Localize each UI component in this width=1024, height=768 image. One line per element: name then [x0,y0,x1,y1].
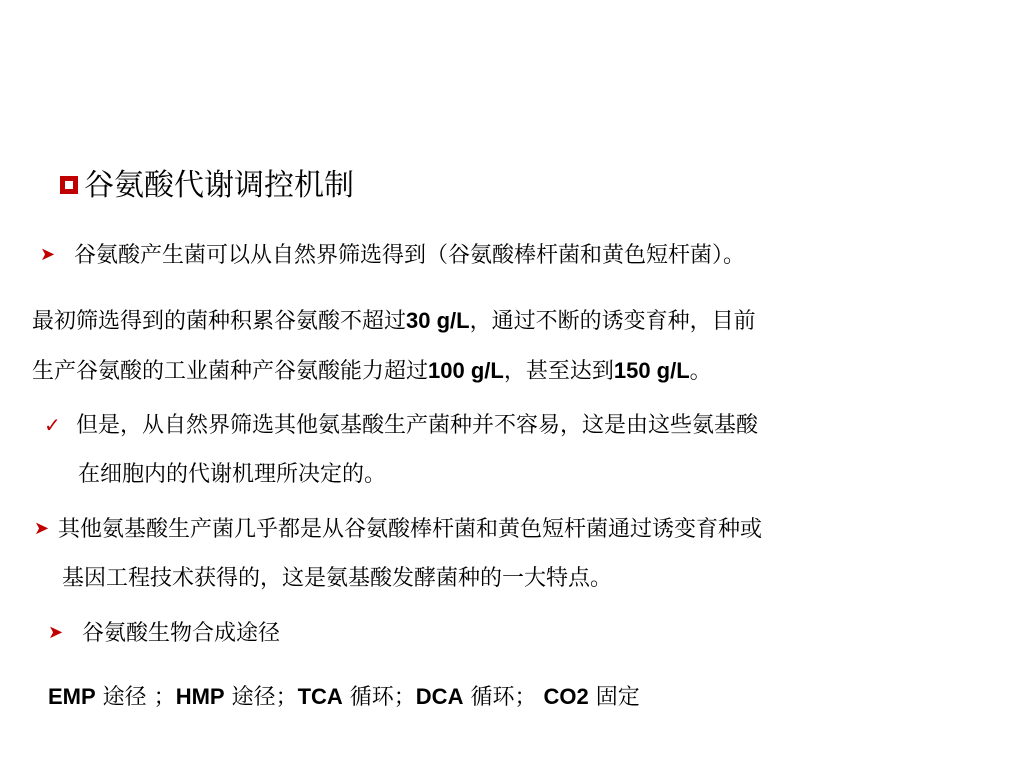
bullet-item-1-text: 谷氨酸产生菌可以从自然界筛选得到（谷氨酸棒杆菌和黄色短杆菌）。 [74,243,746,268]
slide-title-text: 谷氨酸代谢调控机制 [84,168,354,203]
paragraph-text: 。 [689,359,712,384]
value-100gl: 100 g/L [428,358,504,383]
paragraph-text: 最初筛选得到的菌种积累谷氨酸不超过 [32,309,407,334]
pathway-co2: CO2 [543,684,589,709]
slide-title [60,164,354,208]
bullet-item-2-text: 基因工程技术获得的，这是氨基酸发酵菌种的一大特点。 [62,566,613,591]
pathway-tca: TCA [297,684,343,709]
pathway-emp: EMP [48,684,96,709]
pathway-text: 循环； [342,685,416,710]
arrowhead-icon: ➤ [34,518,50,539]
value-150gl: 150 g/L [613,358,690,383]
hollow-square-icon [60,176,78,194]
check-item-text: 在细胞内的代谢机理所决定的。 [78,462,387,487]
paragraph-line-1 [32,306,756,337]
pathway-text: 循环； [463,685,544,710]
bullet-item-2-line-2 [62,564,612,594]
bullet-item-3 [48,618,280,649]
arrowhead-icon: ➤ [40,244,56,265]
bullet-item-2-text: 其他氨基酸生产菌几乎都是从谷氨酸棒杆菌和黄色短杆菌通过诱变育种或 [58,517,763,542]
pathway-text: 途径 ； [95,685,176,710]
paragraph-text: ，通过不断的诱变育种，目前 [469,309,756,334]
bullet-item-1 [40,240,745,271]
check-item-line-2 [78,460,386,490]
pathway-text: 途径； [224,685,298,710]
pathway-text: 固定 [588,685,640,710]
value-30gl: 30 g/L [406,308,470,333]
check-item-text: 但是，从自然界筛选其他氨基酸生产菌种并不容易，这是由这些氨基酸 [76,413,759,438]
checkmark-icon: ✓ [44,413,61,437]
bullet-item-3-text: 谷氨酸生物合成途径 [82,621,281,646]
arrowhead-icon: ➤ [48,622,64,643]
pathway-hmp: HMP [175,684,225,709]
check-item-line-1 [44,410,758,441]
pathways-line [48,682,640,713]
paragraph-text: ，甚至达到 [503,359,614,384]
paragraph-text: 生产谷氨酸的工业菌种产谷氨酸能力超过 [32,359,429,384]
paragraph-line-2 [32,356,712,387]
pathway-dca: DCA [415,684,464,709]
bullet-item-2-line-1 [34,514,762,545]
